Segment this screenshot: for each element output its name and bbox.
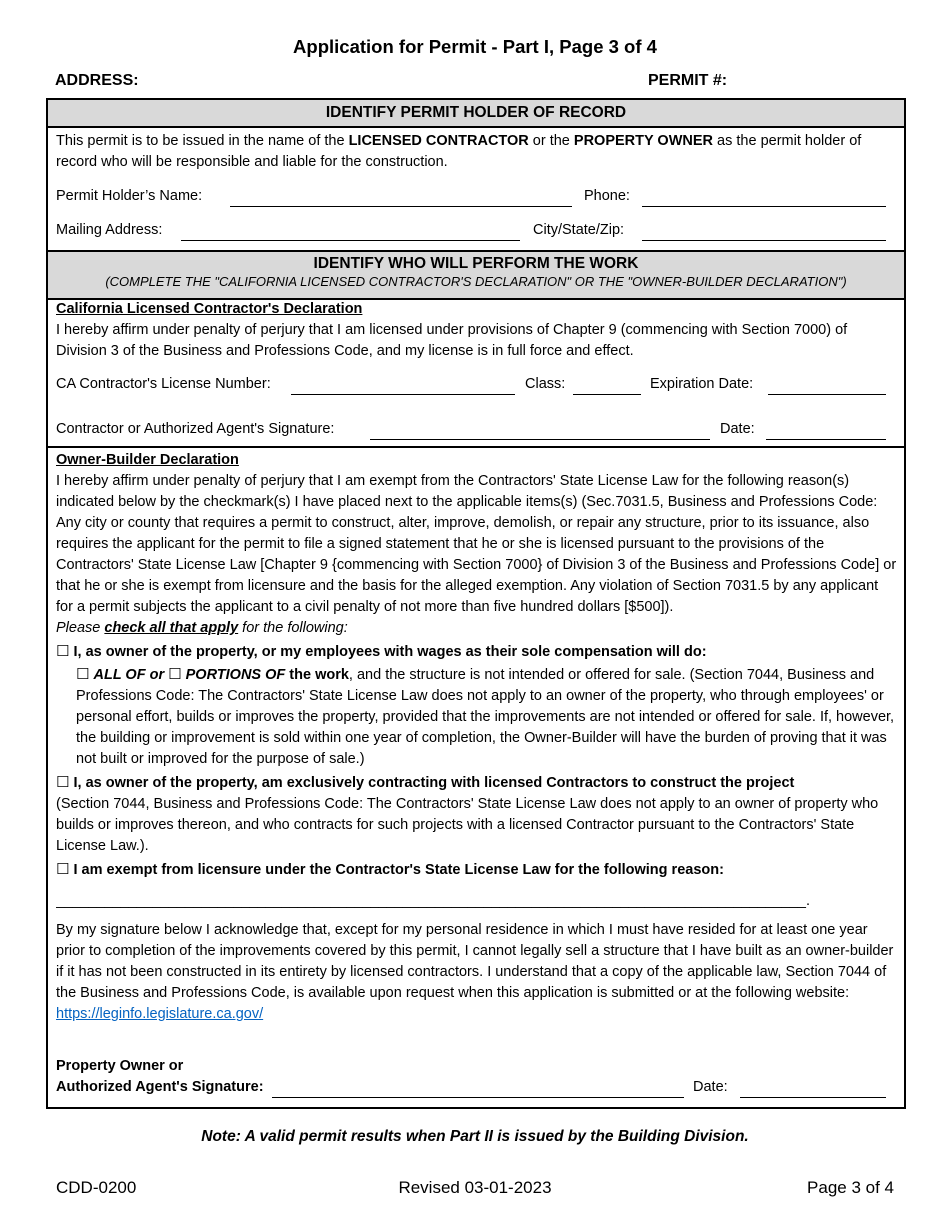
option-licensed-contractors-text: (Section 7044, Business and Professions Code: The Contractors' State License Law does not apply to an owner of property who builds or improves thereon, and who contracts for such projects with a licensed Contractor pursuant to the Contractors' State License Law.). bbox=[56, 796, 879, 854]
page-number: Page 3 of 4 bbox=[807, 1178, 894, 1197]
option-all-or-portions: ☐ ALL OF or ☐ PORTIONS OF the work, and the structure is not intended or offered for sale. (Section 7044, Business and Professions Code: The Contractors' State License Law does not apply to an owner of the property, who through employees' or personal effort, builds or improves the property, provided that the improvements are not intended or offered for sale. If, however, the building or improvement is sold within one year of completion, the Owner-Builder will have the burden of proving that it was not built or improved for the purpose of sale.) bbox=[76, 666, 895, 767]
contractor-title: California Licensed Contractor's Declaration bbox=[56, 301, 363, 317]
checkbox-owner-employees[interactable]: ☐ bbox=[56, 643, 70, 660]
contractor-declaration bbox=[56, 299, 898, 362]
revised-date: Revised 03-01-2023 bbox=[398, 1178, 552, 1197]
contractor-signature-field[interactable] bbox=[370, 439, 710, 440]
section-divider bbox=[48, 446, 904, 448]
city-state-zip-label: City/State/Zip: bbox=[533, 222, 625, 238]
class-field[interactable] bbox=[573, 394, 641, 395]
leginfo-link[interactable]: https://leginfo.legislature.ca.gov/ bbox=[56, 1006, 264, 1022]
option-owner-employees: ☐ I, as owner of the property, or my employees with wages as their sole compensation will do: bbox=[56, 643, 707, 660]
expiration-date-field[interactable] bbox=[768, 394, 886, 395]
permit-note: Note: A valid permit results when Part II is issued by the Building Division. bbox=[201, 1128, 749, 1145]
exempt-reason-field[interactable]: _____________________________________________________________________________________________. bbox=[56, 893, 810, 909]
holder-heading: IDENTIFY PERMIT HOLDER OF RECORD bbox=[48, 100, 904, 128]
work-subheading: (COMPLETE THE "CALIFORNIA LICENSED CONTRACTOR'S DECLARATION" OR THE "OWNER-BUILDER DECLARATION") bbox=[105, 274, 847, 289]
address-label: ADDRESS: bbox=[55, 72, 139, 89]
owner-text: I hereby affirm under penalty of perjury that I am exempt from the Contractors' State License Law for the following reason(s) indicated below by the checkmark(s) I have placed next to the applicable items(s) (Sec.7031.5, Business and Professions Code: Any city or county that requires a permit to construct, alter, improve, demolish, or repair any structure, prior to its issuance, also requires the applicant for the permit to file a signed statement that he or she is licensed pursuant to the provisions of the Contractors' State License Law [Chapter 9 {commencing with Section 7000} of Division 3 of the Business and Professions Code] or that he or she is exempt from licensure and the basis for the alleged exemption. Any violation of Section 7031.5 by any applicant for a permit subjects the applicant to a civil penalty of not more than five hundred dollars [$500]). bbox=[56, 473, 897, 615]
check-all-instruction: Please check all that apply for the following: bbox=[56, 620, 348, 636]
contractor-signature-label: Contractor or Authorized Agent's Signature: bbox=[56, 421, 335, 437]
class-label: Class: bbox=[525, 376, 566, 392]
owner-declaration bbox=[56, 450, 898, 1025]
owner-signature-label-1: Property Owner or bbox=[56, 1058, 184, 1074]
city-state-zip-field[interactable] bbox=[642, 240, 886, 241]
checkbox-portions-of[interactable]: ☐ bbox=[168, 666, 182, 683]
work-heading: IDENTIFY WHO WILL PERFORM THE WORK bbox=[313, 255, 639, 272]
checkbox-all-of[interactable]: ☐ bbox=[76, 666, 90, 683]
contractor-text: I hereby affirm under penalty of perjury that I am licensed under provisions of Chapter 9 (commencing with Section 7000) of Division 3 of the Business and Professions Code, and my license is in full force and effect. bbox=[56, 322, 848, 359]
holder-name-field[interactable] bbox=[230, 206, 572, 207]
work-heading-band bbox=[48, 250, 904, 300]
owner-date-label: Date: bbox=[693, 1079, 728, 1095]
checkbox-exempt[interactable]: ☐ bbox=[56, 861, 70, 878]
contractor-date-field[interactable] bbox=[766, 439, 886, 440]
option-exempt: ☐ I am exempt from licensure under the Contractor's State License Law for the following reason: bbox=[56, 861, 724, 878]
holder-name-label: Permit Holder’s Name: bbox=[56, 188, 203, 204]
owner-signature-field[interactable] bbox=[272, 1097, 684, 1098]
license-number-label: CA Contractor's License Number: bbox=[56, 376, 271, 392]
phone-field[interactable] bbox=[642, 206, 886, 207]
form-box bbox=[46, 98, 906, 1109]
expiration-date-label: Expiration Date: bbox=[650, 376, 754, 392]
form-id: CDD-0200 bbox=[56, 1178, 137, 1197]
checkbox-licensed-contractors[interactable]: ☐ bbox=[56, 774, 70, 791]
holder-intro: This permit is to be issued in the name of the LICENSED CONTRACTOR or the PROPERTY OWNER as the permit holder of record who will be responsible and liable for the construction. bbox=[56, 133, 862, 170]
owner-signature-label-2: Authorized Agent's Signature: bbox=[56, 1079, 264, 1095]
page-title: Application for Permit - Part I, Page 3 of 4 bbox=[293, 36, 657, 57]
option-licensed-contractors: ☐ I, as owner of the property, am exclusively contracting with licensed Contractors to construct the project bbox=[56, 774, 795, 791]
mailing-address-field[interactable] bbox=[181, 240, 520, 241]
contractor-date-label: Date: bbox=[720, 421, 755, 437]
phone-label: Phone: bbox=[584, 188, 630, 204]
owner-date-field[interactable] bbox=[740, 1097, 886, 1098]
permit-number-label: PERMIT #: bbox=[648, 72, 728, 89]
license-number-field[interactable] bbox=[291, 394, 515, 395]
mailing-address-label: Mailing Address: bbox=[56, 222, 163, 238]
acknowledgement: By my signature below I acknowledge that, except for my personal residence in which I must have resided for at least one year prior to completion of the improvements covered by this permit, I cannot legally sell a structure that I have built as an owner-builder if it has not been constructed in its entirety by licensed contractors. I understand that a copy of the applicable law, Section 7044 of the Business and Professions Code, is available upon request when this application is submitted or at the following website: https://leginfo.legislature.ca.gov/ bbox=[56, 922, 894, 1022]
owner-title: Owner-Builder Declaration bbox=[56, 452, 239, 468]
